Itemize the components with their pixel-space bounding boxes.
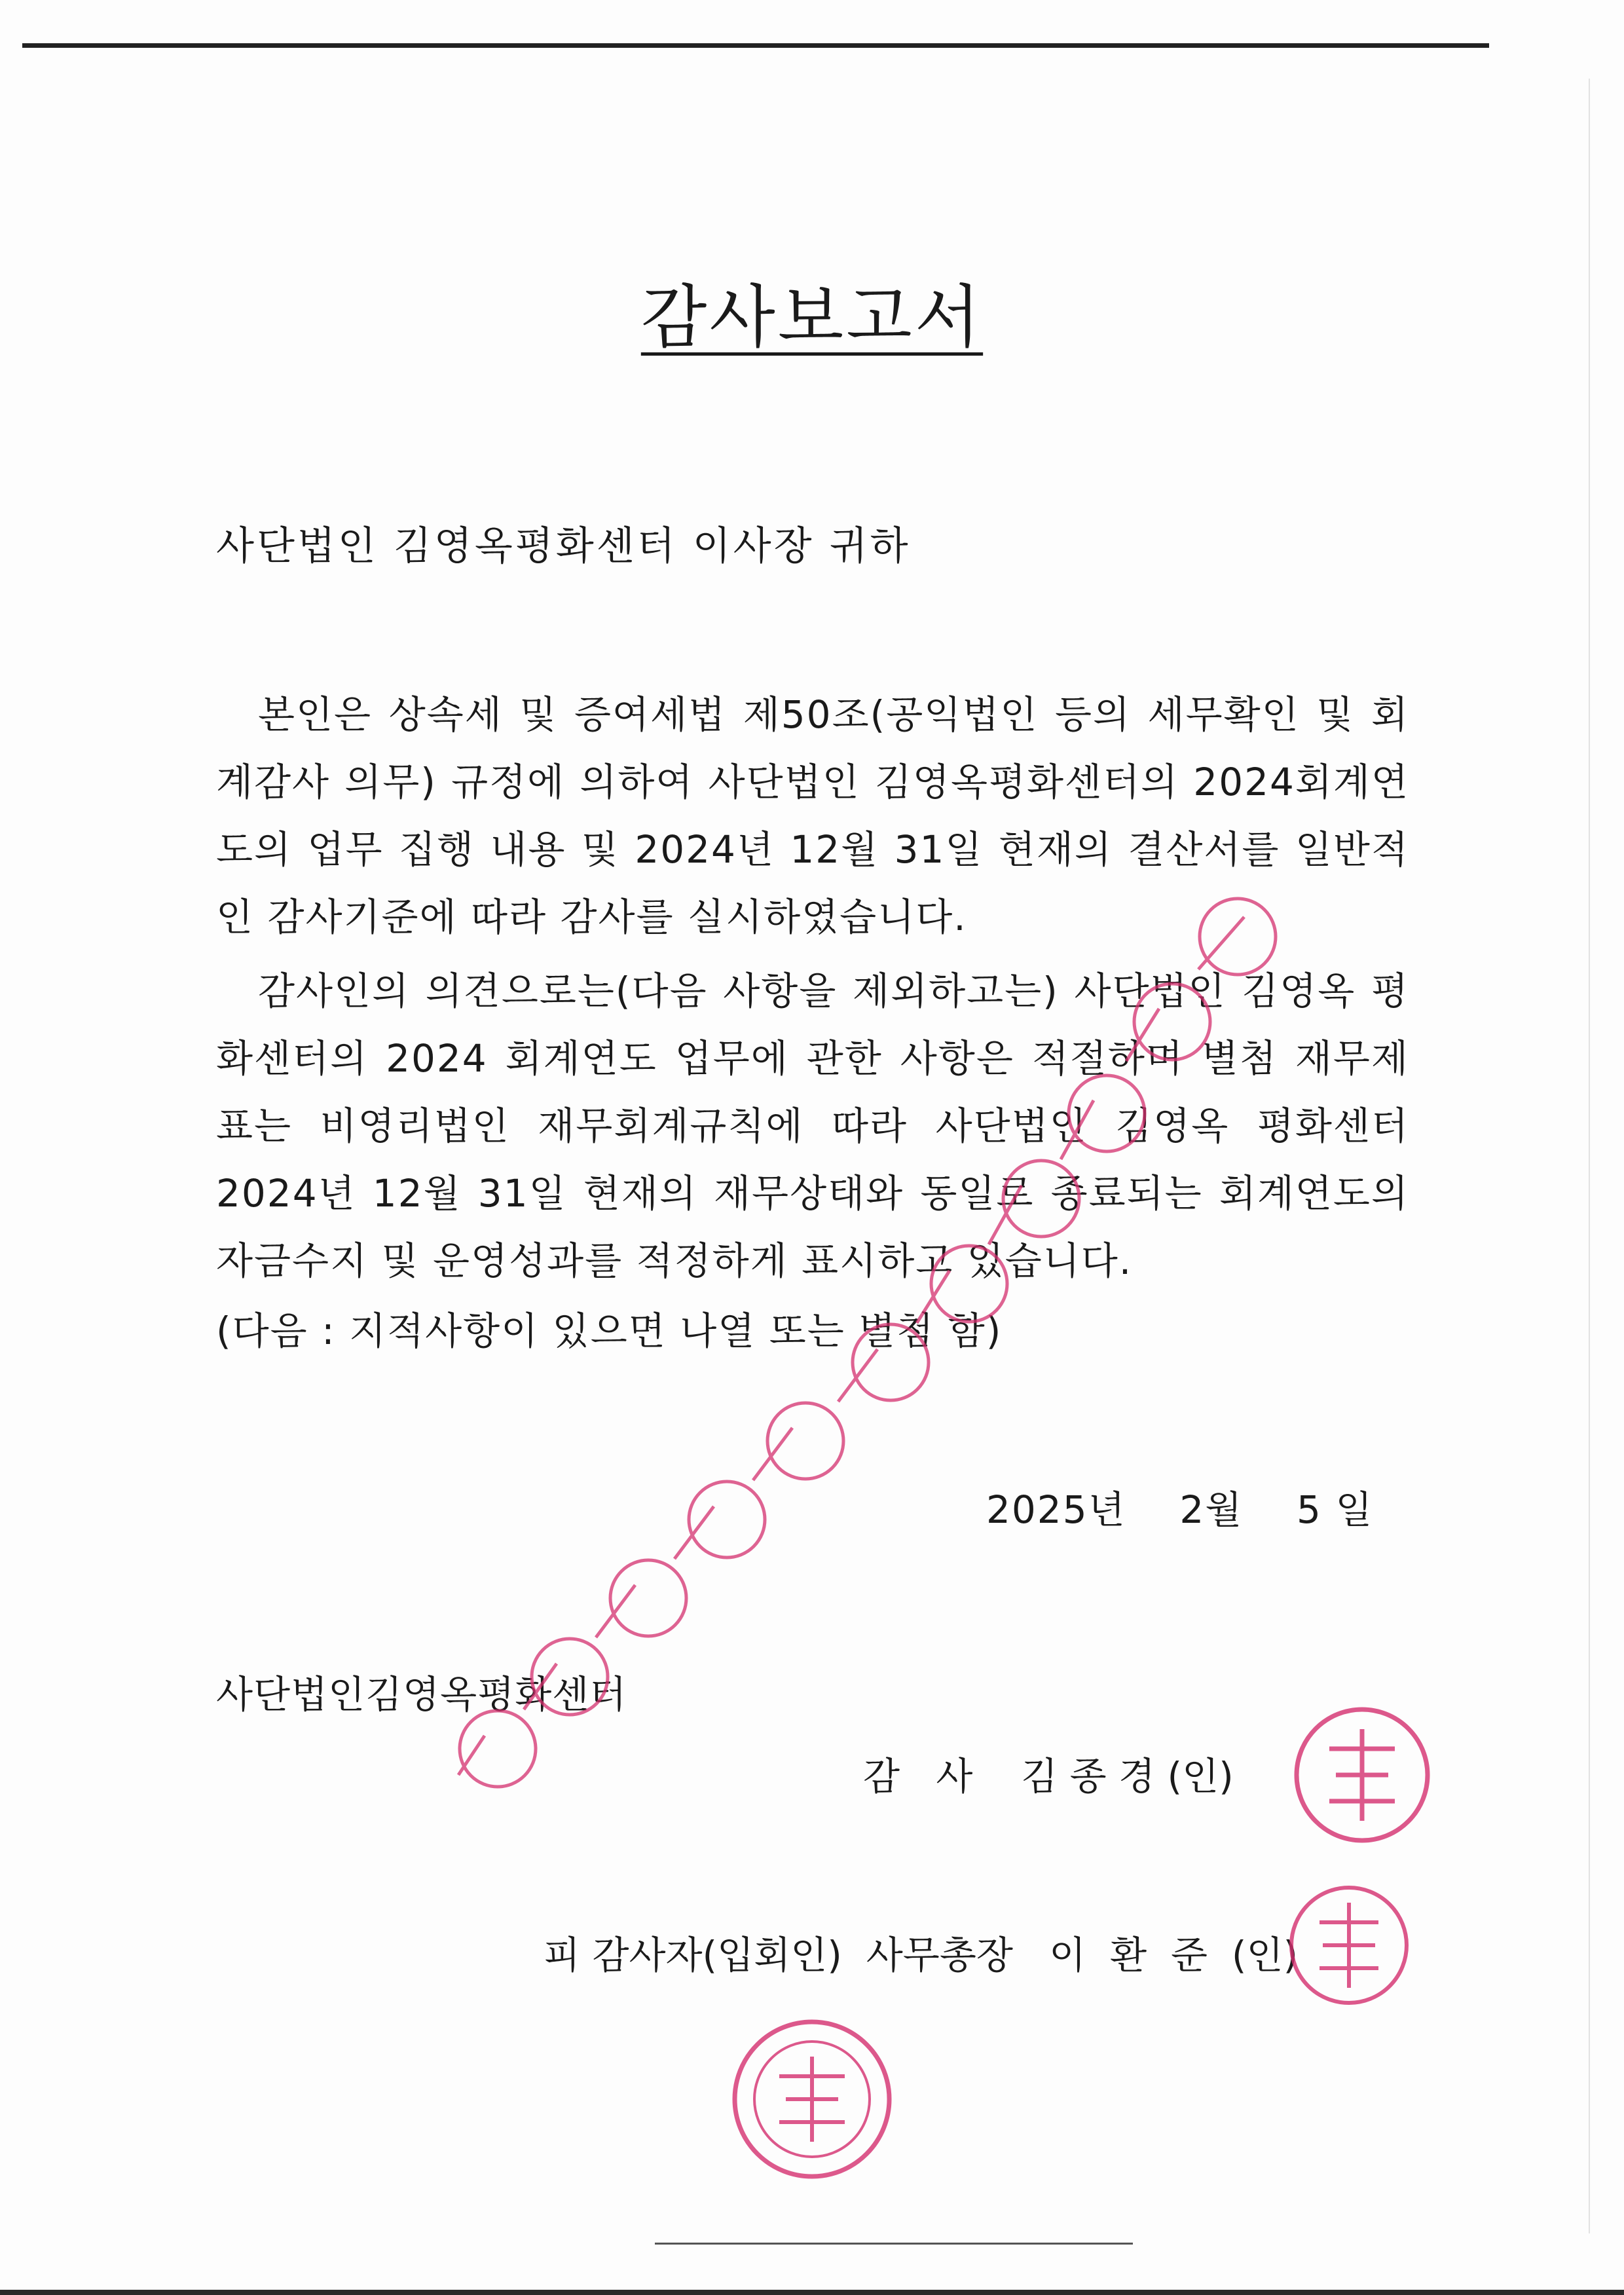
scan-edge-bottom	[0, 2290, 1624, 2295]
organization-name: 사단법인김영옥평화센터	[216, 1672, 627, 1717]
auditee-signature-line: 피 감사자(입회인) 사무총장 이 환 준 (인)	[544, 1933, 1299, 1977]
auditor-signature-line: 감 사 김 종 경 (인)	[863, 1754, 1234, 1799]
addressee-line: 사단법인 김영옥평화센터 이사장 귀하	[216, 523, 911, 569]
personal-seal-icon	[1283, 1696, 1441, 1854]
paragraph-audit-opinion: 감사인의 의견으로는(다음 사항을 제외하고는) 사단법인 김영옥 평화센터의 2024 회계연도 업무에 관한 사항은 적절하며 별첨 재무제표는 비영리법인 재무회계규칙에 따라 사단법인 김영옥 평화센터 2024년 12월 31일 현재의 재무상태와 동일로 종료되는 회계연도의 자금수지 및 운영성과를 적정하게 표시하고 있습니다.	[216, 969, 1409, 1283]
report-date: 2025년 2월 5 일	[986, 1487, 1374, 1532]
scan-edge-right	[1589, 79, 1590, 2233]
scan-artifact-line	[655, 2243, 1133, 2245]
personal-seal-icon	[1277, 1873, 1421, 2017]
remarks-note: (다음 : 지적사항이 있으면 나열 또는 별첨 함)	[216, 1309, 1003, 1353]
scan-edge-top	[22, 43, 1489, 48]
document-title: 감사보고서	[640, 277, 984, 357]
paragraph-audit-scope: 본인은 상속세 및 증여세법 제50조(공익법인 등의 세무확인 및 회계감사 의무) 규정에 의하여 사단법인 김영옥평화센터의 2024회계연도의 업무 집행 내용 및 2024년 12월 31일 현재의 결산서를 일반적인 감사기준에 따라 감사를 실시하였습니다.	[216, 692, 1409, 939]
